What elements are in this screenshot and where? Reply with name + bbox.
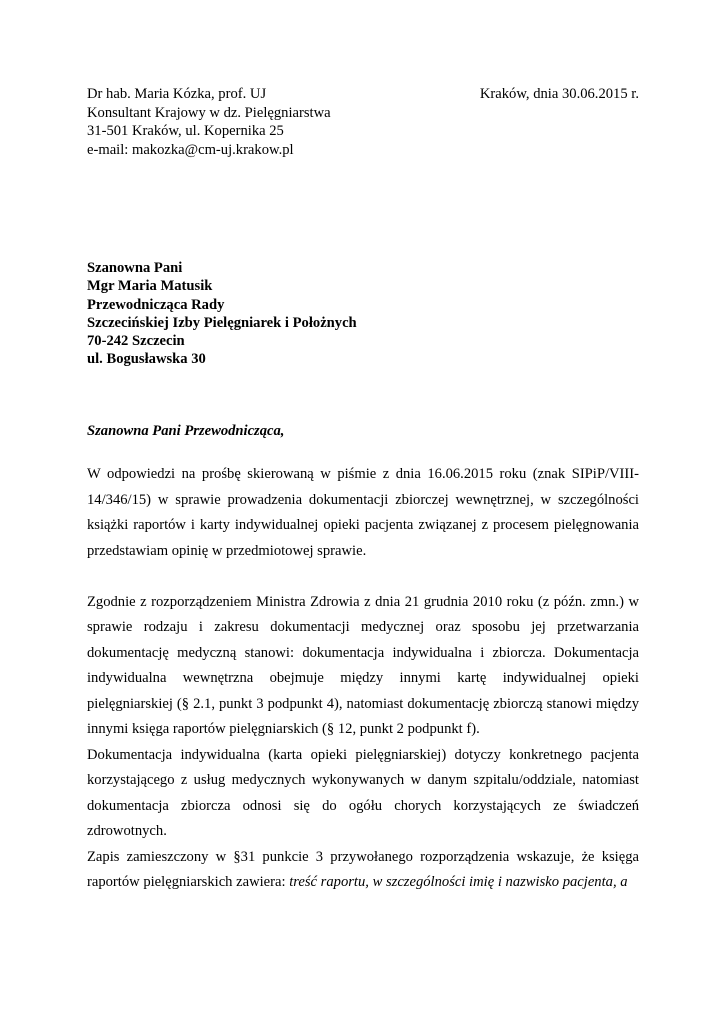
- paragraph-reports-quote: treść raportu, w szczególności imię i nazwisko pacjenta, a: [289, 874, 628, 890]
- letter-header: [87, 85, 639, 159]
- paragraph-reports-text: Zapis zamieszczony w §31 punkcie 3 przywołanego rozporządzenia wskazuje, że księga raportów pielęgniarskich zawiera:: [87, 848, 639, 890]
- sender-title: Konsultant Krajowy w dz. Pielęgniarstwa: [87, 104, 331, 121]
- recipient-line: Mgr Maria Matusik: [87, 278, 213, 295]
- sender-email: e-mail: makozka@cm-uj.krakow.pl: [87, 141, 294, 158]
- sender-name: Dr hab. Maria Kózka, prof. UJ: [87, 86, 267, 102]
- recipient-line: Przewodnicząca Rady: [87, 296, 225, 313]
- recipient-line: Szanowna Pani: [87, 260, 183, 276]
- recipient-block: [87, 259, 357, 369]
- sender-address: 31-501 Kraków, ul. Kopernika 25: [87, 123, 284, 139]
- recipient-line: Szczecińskiej Izby Pielęgniarek i Położnych: [87, 314, 357, 331]
- recipient-line: 70-242 Szczecin: [87, 333, 185, 350]
- recipient-line: ul. Bogusławska 30: [87, 351, 206, 368]
- salutation: Szanowna Pani Przewodnicząca,: [87, 423, 285, 439]
- paragraph-individual-documentation: Dokumentacja indywidualna (karta opieki pielęgniarskiej) dotyczy konkretnego pacjenta korzystającego z usług medycznych wykonywanych w danym szpitalu/oddziale, natomiast dokumentacja zbiorcza odnosi się do ogółu chorych korzystających ze świadczeń zdrowotnych.: [87, 746, 639, 839]
- paragraph-request: W odpowiedzi na prośbę skierowaną w piśmie z dnia 16.06.2015 roku (znak SIPiP/VIII-14/346/15) w sprawie prowadzenia dokumentacji zbiorczej wewnętrznej, w szczególności książki raportów i karty indywidualnej opieki pacjenta związanej z procesem pielęgnowania przedstawiam opinię w przedmiotowej sprawie.: [87, 466, 639, 559]
- letter-body: [87, 462, 639, 896]
- paragraph-reports-book: [87, 845, 639, 896]
- paragraph-regulation: Zgodnie z rozporządzeniem Ministra Zdrowia z dnia 21 grudnia 2010 roku (z późn. zmn.) w sprawie rodzaju i zakresu dokumentacji medycznej oraz sposobu jej przetwarzania dokumentację medyczną stanowi: dokumentacja indywidualna i zbiorcza. Dokumentacja indywidualna wewnętrzna obejmuje między innymi kartę indywidualnej opieki pielęgniarskiej (§ 2.1, punkt 3 podpunkt 4), natomiast dokumentację zbiorczą stanowi między innymi księga raportów pielęgniarskich (§ 12, punkt 2 podpunkt f).: [87, 593, 639, 737]
- letter-date: Kraków, dnia 30.06.2015 r.: [479, 86, 639, 102]
